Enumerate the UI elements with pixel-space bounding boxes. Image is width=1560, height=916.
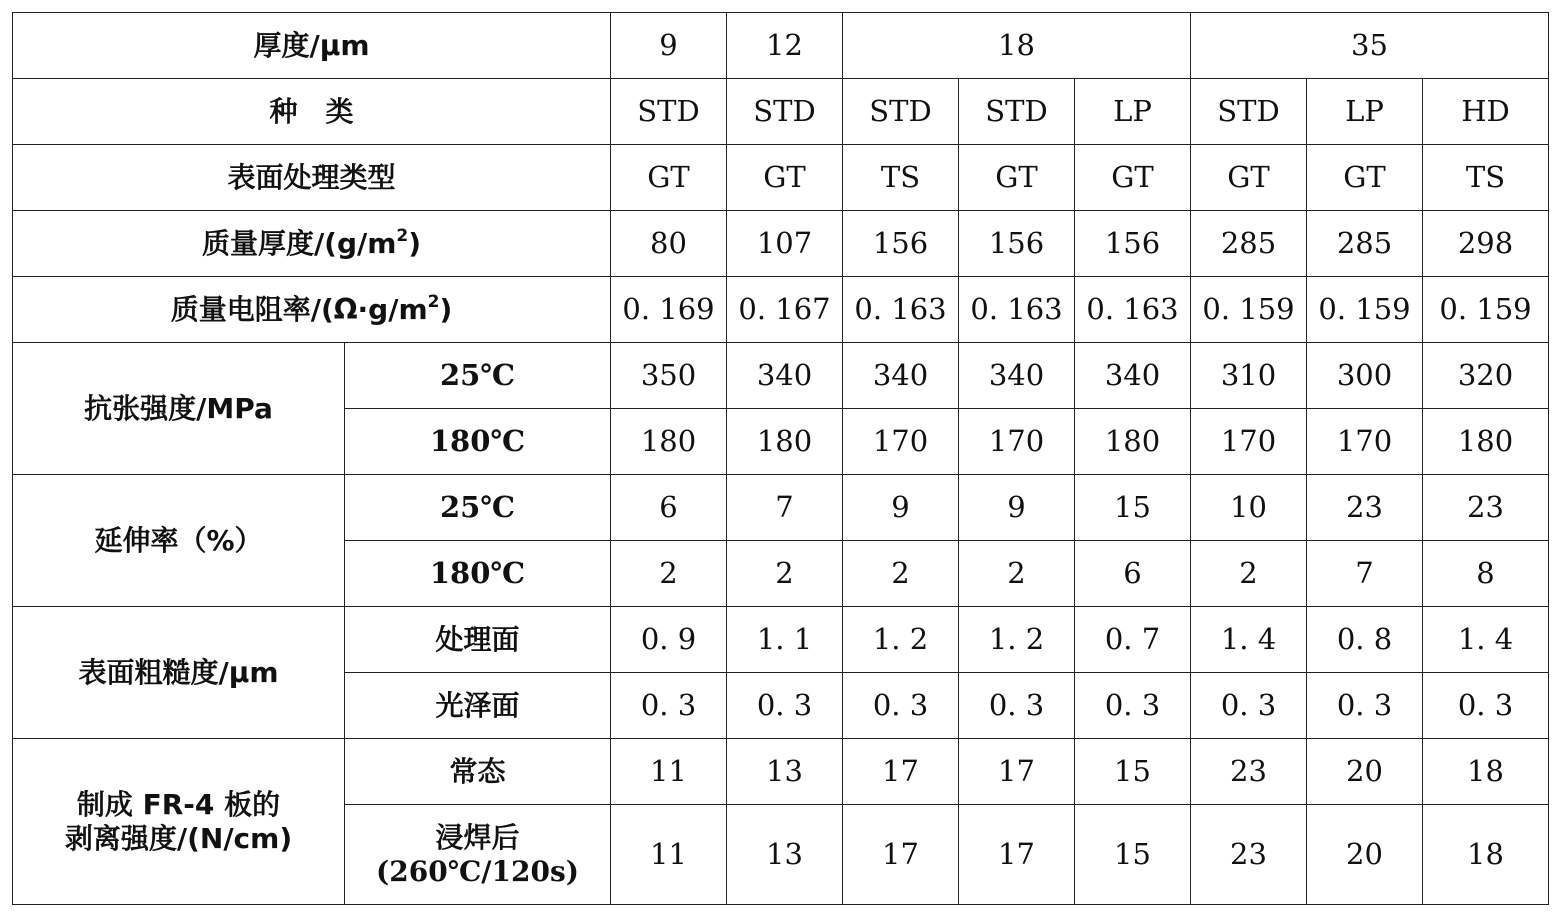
thickness-9: 9	[611, 13, 727, 79]
mass-resistivity-row	[13, 277, 1549, 343]
value-cell: 285	[1307, 211, 1423, 277]
treatment-cell: GT	[959, 145, 1075, 211]
value-cell: 0. 163	[843, 277, 959, 343]
value-cell: 2	[727, 541, 843, 607]
copper-foil-properties-table	[12, 12, 1549, 905]
thickness-row	[13, 13, 1549, 79]
condition-cell: 处理面	[345, 607, 611, 673]
type-cell: STD	[843, 79, 959, 145]
type-cell: LP	[1307, 79, 1423, 145]
value-cell: 18	[1423, 805, 1549, 905]
value-cell: 107	[727, 211, 843, 277]
treatment-cell: GT	[611, 145, 727, 211]
value-cell: 0. 169	[611, 277, 727, 343]
value-cell: 350	[611, 343, 727, 409]
value-cell: 17	[843, 739, 959, 805]
value-cell: 7	[1307, 541, 1423, 607]
value-cell: 0. 3	[1075, 673, 1191, 739]
thickness-label: 厚度/μm	[13, 13, 611, 79]
value-cell: 23	[1423, 475, 1549, 541]
mass-thickness-row	[13, 211, 1549, 277]
value-cell: 180	[727, 409, 843, 475]
value-cell: 1. 4	[1423, 607, 1549, 673]
value-cell: 0. 3	[1307, 673, 1423, 739]
value-cell: 340	[959, 343, 1075, 409]
value-cell: 180	[1075, 409, 1191, 475]
value-cell: 340	[1075, 343, 1191, 409]
value-cell: 0. 9	[611, 607, 727, 673]
value-cell: 2	[843, 541, 959, 607]
value-cell: 11	[611, 739, 727, 805]
value-cell: 0. 3	[959, 673, 1075, 739]
thickness-18: 18	[843, 13, 1191, 79]
thickness-35: 35	[1191, 13, 1549, 79]
treatment-cell: TS	[843, 145, 959, 211]
value-cell: 7	[727, 475, 843, 541]
value-cell: 13	[727, 805, 843, 905]
value-cell: 9	[843, 475, 959, 541]
value-cell: 11	[611, 805, 727, 905]
treatment-cell: GT	[1191, 145, 1307, 211]
value-cell: 6	[1075, 541, 1191, 607]
value-cell: 1. 2	[843, 607, 959, 673]
value-cell: 298	[1423, 211, 1549, 277]
value-cell: 0. 3	[843, 673, 959, 739]
value-cell: 156	[1075, 211, 1191, 277]
value-cell: 20	[1307, 805, 1423, 905]
value-cell: 156	[959, 211, 1075, 277]
value-cell: 8	[1423, 541, 1549, 607]
thickness-12: 12	[727, 13, 843, 79]
value-cell: 340	[843, 343, 959, 409]
peel-normal-row	[13, 739, 1549, 805]
roughness-treated-row	[13, 607, 1549, 673]
value-cell: 0. 163	[1075, 277, 1191, 343]
type-cell: STD	[611, 79, 727, 145]
type-cell: STD	[727, 79, 843, 145]
treatment-cell: GT	[727, 145, 843, 211]
roughness-label: 表面粗糙度/μm	[13, 607, 345, 739]
condition-cell: 25℃	[345, 343, 611, 409]
value-cell: 0. 159	[1423, 277, 1549, 343]
value-cell: 156	[843, 211, 959, 277]
value-cell: 320	[1423, 343, 1549, 409]
elongation-label: 延伸率（%）	[13, 475, 345, 607]
elongation-25-row	[13, 475, 1549, 541]
treatment-row	[13, 145, 1549, 211]
tensile-strength-label: 抗张强度/MPa	[13, 343, 345, 475]
value-cell: 0. 159	[1307, 277, 1423, 343]
condition-cell: 25℃	[345, 475, 611, 541]
value-cell: 80	[611, 211, 727, 277]
value-cell: 340	[727, 343, 843, 409]
condition-cell: 常态	[345, 739, 611, 805]
value-cell: 15	[1075, 805, 1191, 905]
value-cell: 170	[959, 409, 1075, 475]
value-cell: 180	[611, 409, 727, 475]
value-cell: 0. 3	[1191, 673, 1307, 739]
value-cell: 9	[959, 475, 1075, 541]
condition-cell: 光泽面	[345, 673, 611, 739]
condition-cell: 180℃	[345, 409, 611, 475]
type-cell: STD	[959, 79, 1075, 145]
treatment-label: 表面处理类型	[13, 145, 611, 211]
type-cell: HD	[1423, 79, 1549, 145]
value-cell: 18	[1423, 739, 1549, 805]
value-cell: 1. 4	[1191, 607, 1307, 673]
value-cell: 0. 3	[611, 673, 727, 739]
value-cell: 13	[727, 739, 843, 805]
peel-strength-label: 制成 FR-4 板的 剥离强度/(N/cm)	[13, 739, 345, 905]
mass-thickness-label: 质量厚度$/(g/m^2)$	[13, 211, 611, 277]
value-cell: 6	[611, 475, 727, 541]
treatment-cell: GT	[1307, 145, 1423, 211]
value-cell: 1. 2	[959, 607, 1075, 673]
tensile-25-row	[13, 343, 1549, 409]
value-cell: 1. 1	[727, 607, 843, 673]
value-cell: 23	[1307, 475, 1423, 541]
treatment-cell: GT	[1075, 145, 1191, 211]
value-cell: 23	[1191, 739, 1307, 805]
condition-cell: 浸焊后 (260℃/120s)	[345, 805, 611, 905]
value-cell: 10	[1191, 475, 1307, 541]
value-cell: 170	[1191, 409, 1307, 475]
type-cell: LP	[1075, 79, 1191, 145]
treatment-cell: TS	[1423, 145, 1549, 211]
type-cell: STD	[1191, 79, 1307, 145]
value-cell: 23	[1191, 805, 1307, 905]
value-cell: 0. 7	[1075, 607, 1191, 673]
value-cell: 20	[1307, 739, 1423, 805]
value-cell: 2	[959, 541, 1075, 607]
value-cell: 285	[1191, 211, 1307, 277]
value-cell: 0. 3	[727, 673, 843, 739]
condition-cell: 180℃	[345, 541, 611, 607]
value-cell: 310	[1191, 343, 1307, 409]
value-cell: 15	[1075, 475, 1191, 541]
value-cell: 17	[959, 805, 1075, 905]
value-cell: 0. 167	[727, 277, 843, 343]
type-label: 种 类	[13, 79, 611, 145]
value-cell: 17	[959, 739, 1075, 805]
value-cell: 0. 159	[1191, 277, 1307, 343]
mass-resistivity-label: 质量电阻率$/(\Omega\cdot g/m^2)$	[13, 277, 611, 343]
value-cell: 170	[843, 409, 959, 475]
value-cell: 2	[1191, 541, 1307, 607]
value-cell: 170	[1307, 409, 1423, 475]
value-cell: 2	[611, 541, 727, 607]
value-cell: 0. 8	[1307, 607, 1423, 673]
value-cell: 17	[843, 805, 959, 905]
value-cell: 0. 3	[1423, 673, 1549, 739]
value-cell: 15	[1075, 739, 1191, 805]
value-cell: 300	[1307, 343, 1423, 409]
value-cell: 180	[1423, 409, 1549, 475]
value-cell: 0. 163	[959, 277, 1075, 343]
type-row	[13, 79, 1549, 145]
